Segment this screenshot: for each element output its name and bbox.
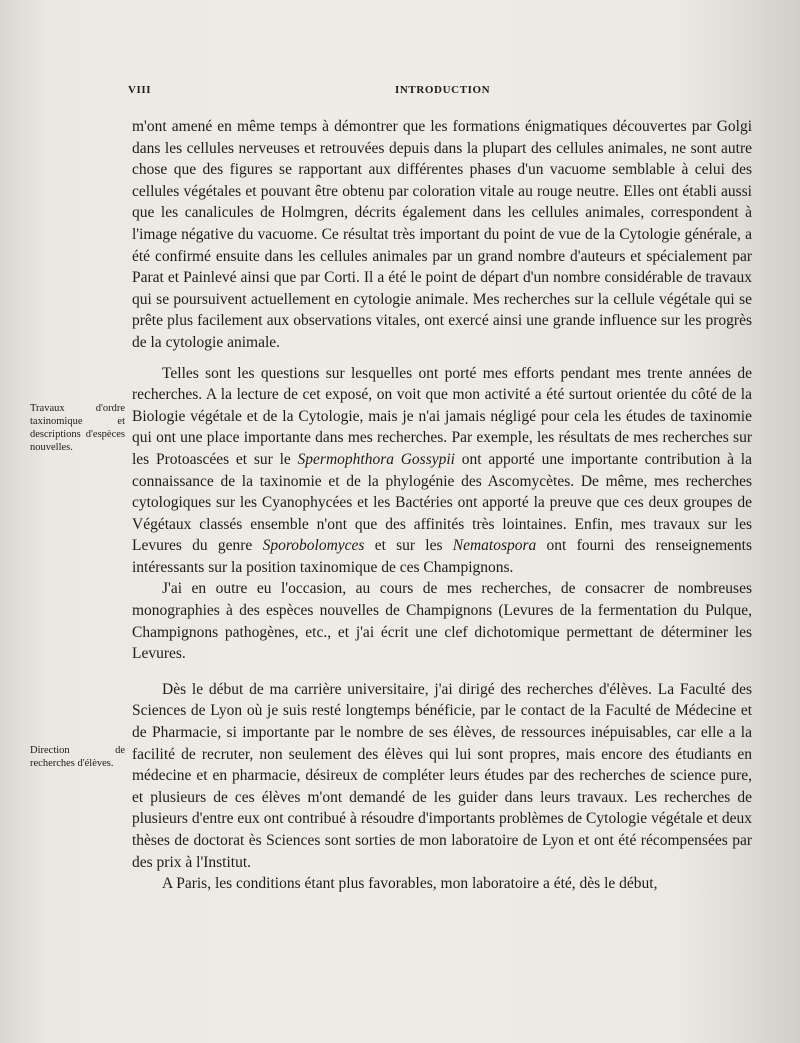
text-run: ont apporté une importante contribution à la connaissance de la taxinomie et de la phylogénie des Ascomycètes. De même, mes recherches cytologiques sur les Cyanophycées et les Bactéries ont apporté la preuve que ces deux groupes de Végétaux classés ensemble n'ont que des affinités très lointaines. Enfin, mes travaux sur les Levures du genre bbox=[132, 450, 752, 555]
genus-name: Sporobolomyces bbox=[262, 537, 365, 555]
text-run: et sur les bbox=[364, 537, 453, 555]
species-name: Spermophthora Gossypii bbox=[297, 450, 455, 468]
body-text bbox=[132, 116, 752, 895]
paragraph-paris: A Paris, les conditions étant plus favorables, mon laboratoire a été, dès le début, bbox=[162, 875, 658, 893]
paragraph-student-research: Dès le début de ma carrière universitaire, j'ai dirigé des recherches d'élèves. La Faculté des Sciences de Lyon où je suis resté longtemps bénéficie, par le contact de la Faculté de Médecine et de Pharmacie, si importante par le nombre de ses élèves, de ressources inépuisables, car elle a la facilité de recruter, non seulement des élèves qui lui sont propres, mais encore des étudiants en médecine et en pharmacie, désireux de compléter leurs études par des recherches de science pure, et plusieurs de ces élèves m'ont demandé de les guider dans leurs travaux. Les recherches de plusieurs d'entre eux ont contribué à résoudre d'importants problèmes de Cytologie végétale et deux thèses de doctorat ès Sciences sont sorties de mon laboratoire de Lyon et ont été récompensées par des prix à l'Institut. bbox=[132, 680, 752, 871]
text-run: Telles sont les questions sur lesquelles ont porté mes efforts pendant mes trente années de recherches. A la lecture de cet exposé, on voit que mon activité a été surtout orientée du côté de la Biologie végétale et de la Cytologie, mais je n'ai jamais négligé pour cela les études de taxinomie qui ont une place importante dans mes recherches. Par exemple, les résultats de mes recherches sur les Protoascées et sur le bbox=[132, 364, 752, 468]
paragraph-vacuome: m'ont amené en même temps à démontrer que les formations énigmatiques découvertes par Golgi dans les cellules nerveuses et retrouvées depuis dans la plupart des cellules animales, ne sont autre chose que des figures se rapportant aux différentes phases d'un vacuome semblable à celui des cellules végétales et pouvant être obtenu par coloration vitale au rouge neutre. Elles ont établi aussi que les canalicules de Holmgren, décrits également dans les cellules animales, correspondent à l'image négative du vacuome. Ce résultat très important du point de vue de la Cytologie générale, a été confirmé ensuite dans les cellules animales par un grand nombre d'auteurs et spécialement par Parat et Painlevé ainsi que par Corti. Il a été le point de départ d'un nombre considérable de travaux qui se poursuivent actuellement en cytologie animale. Mes recherches sur la cellule végétale qui se prête plus facilement aux observations vitales, ont exercé ainsi une grande influence sur les progrès de la cytologie animale. bbox=[132, 118, 752, 351]
paragraph-monographs: J'ai en outre eu l'occasion, au cours de mes recherches, de consacrer de nombreuses monographies à des espèces nouvelles de Champignons (Levures de la fermentation du Pulque, Champignons pathogènes, etc., et j'ai écrit une clef dichotomique permettant de déterminer les Levures. bbox=[132, 580, 752, 663]
genus-name: Nematospora bbox=[452, 537, 537, 555]
margin-note-taxinomy: Travaux d'ordre taxinomique et descriptions d'espèces nouvelles. bbox=[30, 403, 125, 453]
page-number: VIII bbox=[128, 84, 152, 96]
margin-note-student-research: Direction de recherches d'élèves. bbox=[30, 745, 125, 769]
running-title: INTRODUCTION bbox=[395, 84, 491, 96]
running-header bbox=[128, 84, 752, 100]
paragraph-taxinomy bbox=[132, 363, 752, 579]
text-run: ont fourni des renseignements intéressants sur la position taxinomique de ces Champignons. bbox=[132, 537, 753, 576]
